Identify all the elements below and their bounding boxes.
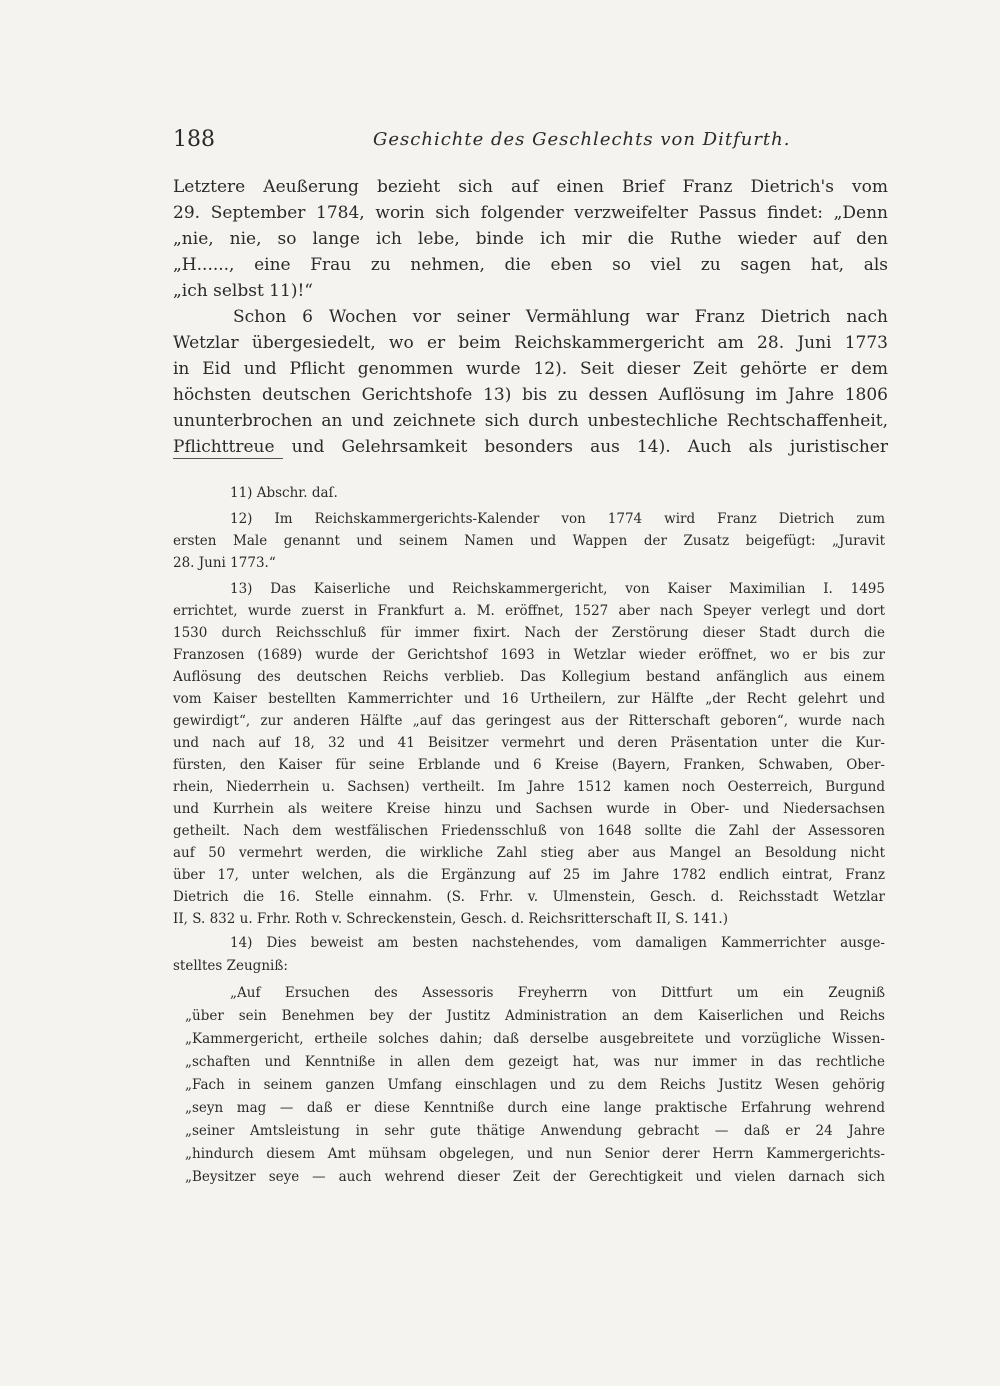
footnote-line: „Fach in seinem ganzen Umfang einschlagen und zu dem Reichs Justitz Wesen gehörig [185,1077,885,1093]
footnote-line: Auflösung des deutschen Reichs verblieb. Das Kollegium bestand anfänglich aus einem [173,669,885,685]
footnote-line: gewirdigt“, zur anderen Hälfte „auf das geringest aus der Ritterschaft geboren“, wurde nach [173,713,885,729]
footnote-separator [173,458,283,459]
main-text-line: „H......, eine Frau zu nehmen, die eben so viel zu sagen hat, als [173,255,888,275]
footnote-line: 11) Abschr. daſ. [230,485,338,501]
footnote-line: „Auf Ersuchen des Assessoris Freyherrn von Dittfurt um ein Zeugniß [230,985,885,1001]
page-header [173,127,885,157]
footnote-line: über 17, unter welchen, als die Ergänzung auf 25 im Jahre 1782 endlich eintrat, Franz [173,867,885,883]
footnote-line: Dietrich die 16. Stelle einnahm. (S. Frhr. v. Ulmenstein, Gesch. d. Reichsstadt Wetzlar [173,889,885,905]
footnote-line: 28. Juni 1773.“ [173,555,276,571]
main-text-line: „ich selbst 11)!“ [173,281,313,301]
main-text-line: Letztere Aeußerung bezieht sich auf einen Brief Franz Dietrich's vom [173,177,888,197]
footnote-line: vom Kaiser bestellten Kammerrichter und 16 Urtheilern, zur Hälfte „der Recht gelehrt und [173,691,885,707]
footnote-line: 13) Das Kaiserliche und Reichskammergericht, von Kaiser Maximilian I. 1495 [230,581,885,597]
footnote-line: und Kurrhein als weitere Kreise hinzu und Sachsen wurde in Ober- und Niedersachsen [173,801,885,817]
footnote-line: ersten Male genannt und seinem Namen und Wappen der Zusatz beigefügt: „Juravit [173,533,885,549]
main-text-line: „nie, nie, so lange ich lebe, binde ich mir die Ruthe wieder auf den [173,229,888,249]
main-text-line: in Eid und Pflicht genommen wurde 12). Seit dieser Zeit gehörte er dem [173,359,888,379]
footnote-line: fürsten, den Kaiser für seine Erblande und 6 Kreise (Bayern, Franken, Schwaben, Ober- [173,757,885,773]
footnote-line: auf 50 vermehrt werden, die wirkliche Zahl stieg aber aus Mangel an Besoldung nicht [173,845,885,861]
footnote-line: „über sein Benehmen bey der Justitz Administration an dem Kaiserlichen und Reichs [185,1008,885,1024]
footnote-line: „schaften und Kenntniße in allen dem gezeigt hat, was nur immer in das rechtliche [185,1054,885,1070]
footnote-line: Franzosen (1689) wurde der Gerichtshof 1693 in Wetzlar wieder eröffnet, wo er bis zur [173,647,885,663]
footnote-line: II, S. 832 u. Frhr. Roth v. Schreckenstein, Gesch. d. Reichsritterschaft II, S. 141.) [173,911,728,927]
footnote-line: stelltes Zeugniß: [173,958,288,974]
footnote-line: und nach auf 18, 32 und 41 Beisitzer vermehrt und deren Präsentation unter die Kur- [173,735,885,751]
main-text-line: ununterbrochen an und zeichnete sich durch unbestechliche Rechtschaffenheit, [173,411,888,431]
footnote-line: errichtet, wurde zuerst in Frankfurt a. M. eröffnet, 1527 aber nach Speyer verlegt und dort [173,603,885,619]
footnote-line: „Kammergericht, ertheile solches dahin; daß derselbe ausgebreitete und vorzügliche Wissen- [185,1031,885,1047]
footnote-line: 1530 durch Reichsschluß für immer fixirt. Nach der Zerstörung dieser Stadt durch die [173,625,885,641]
footnote-line: „seiner Amtsleistung in sehr gute thätige Anwendung gebracht — daß er 24 Jahre [185,1123,885,1139]
footnote-line: 12) Im Reichskammergerichts-Kalender von 1774 wird Franz Dietrich zum [230,511,885,527]
page-number: 188 [173,127,215,152]
footnote-line: „seyn mag — daß er diese Kenntniße durch eine lange praktische Erfahrung wehrend [185,1100,885,1116]
footnote-line: „Beysitzer seye — auch wehrend dieser Zeit der Gerechtigkeit und vielen darnach sich [185,1169,885,1185]
running-title: Geschichte des Geschlechts von Ditfurth. [373,129,791,150]
footnote-line: „hindurch diesem Amt mühsam obgelegen, und nun Senior derer Herrn Kammergerichts- [185,1146,885,1162]
footnote-line: 14) Dies beweist am besten nachstehendes, vom damaligen Kammerrichter ausge- [230,935,885,951]
footnote-line: getheilt. Nach dem westfälischen Friedensschluß von 1648 sollte die Zahl der Assessoren [173,823,885,839]
main-text-line: höchsten deutschen Gerichtshofe 13) bis zu dessen Auflösung im Jahre 1806 [173,385,888,405]
main-text-line: 29. September 1784, worin sich folgender verzweifelter Passus findet: „Denn [173,203,888,223]
footnote-line: rhein, Niederrhein u. Sachsen) vertheilt. Im Jahre 1512 kamen noch Oesterreich, Burgund [173,779,885,795]
main-text-line: Wetzlar übergesiedelt, wo er beim Reichskammergericht am 28. Juni 1773 [173,333,888,353]
main-text-line: Pflichttreue und Gelehrsamkeit besonders aus 14). Auch als juristischer [173,437,888,457]
main-text-line: Schon 6 Wochen vor seiner Vermählung war Franz Dietrich nach [233,307,888,327]
